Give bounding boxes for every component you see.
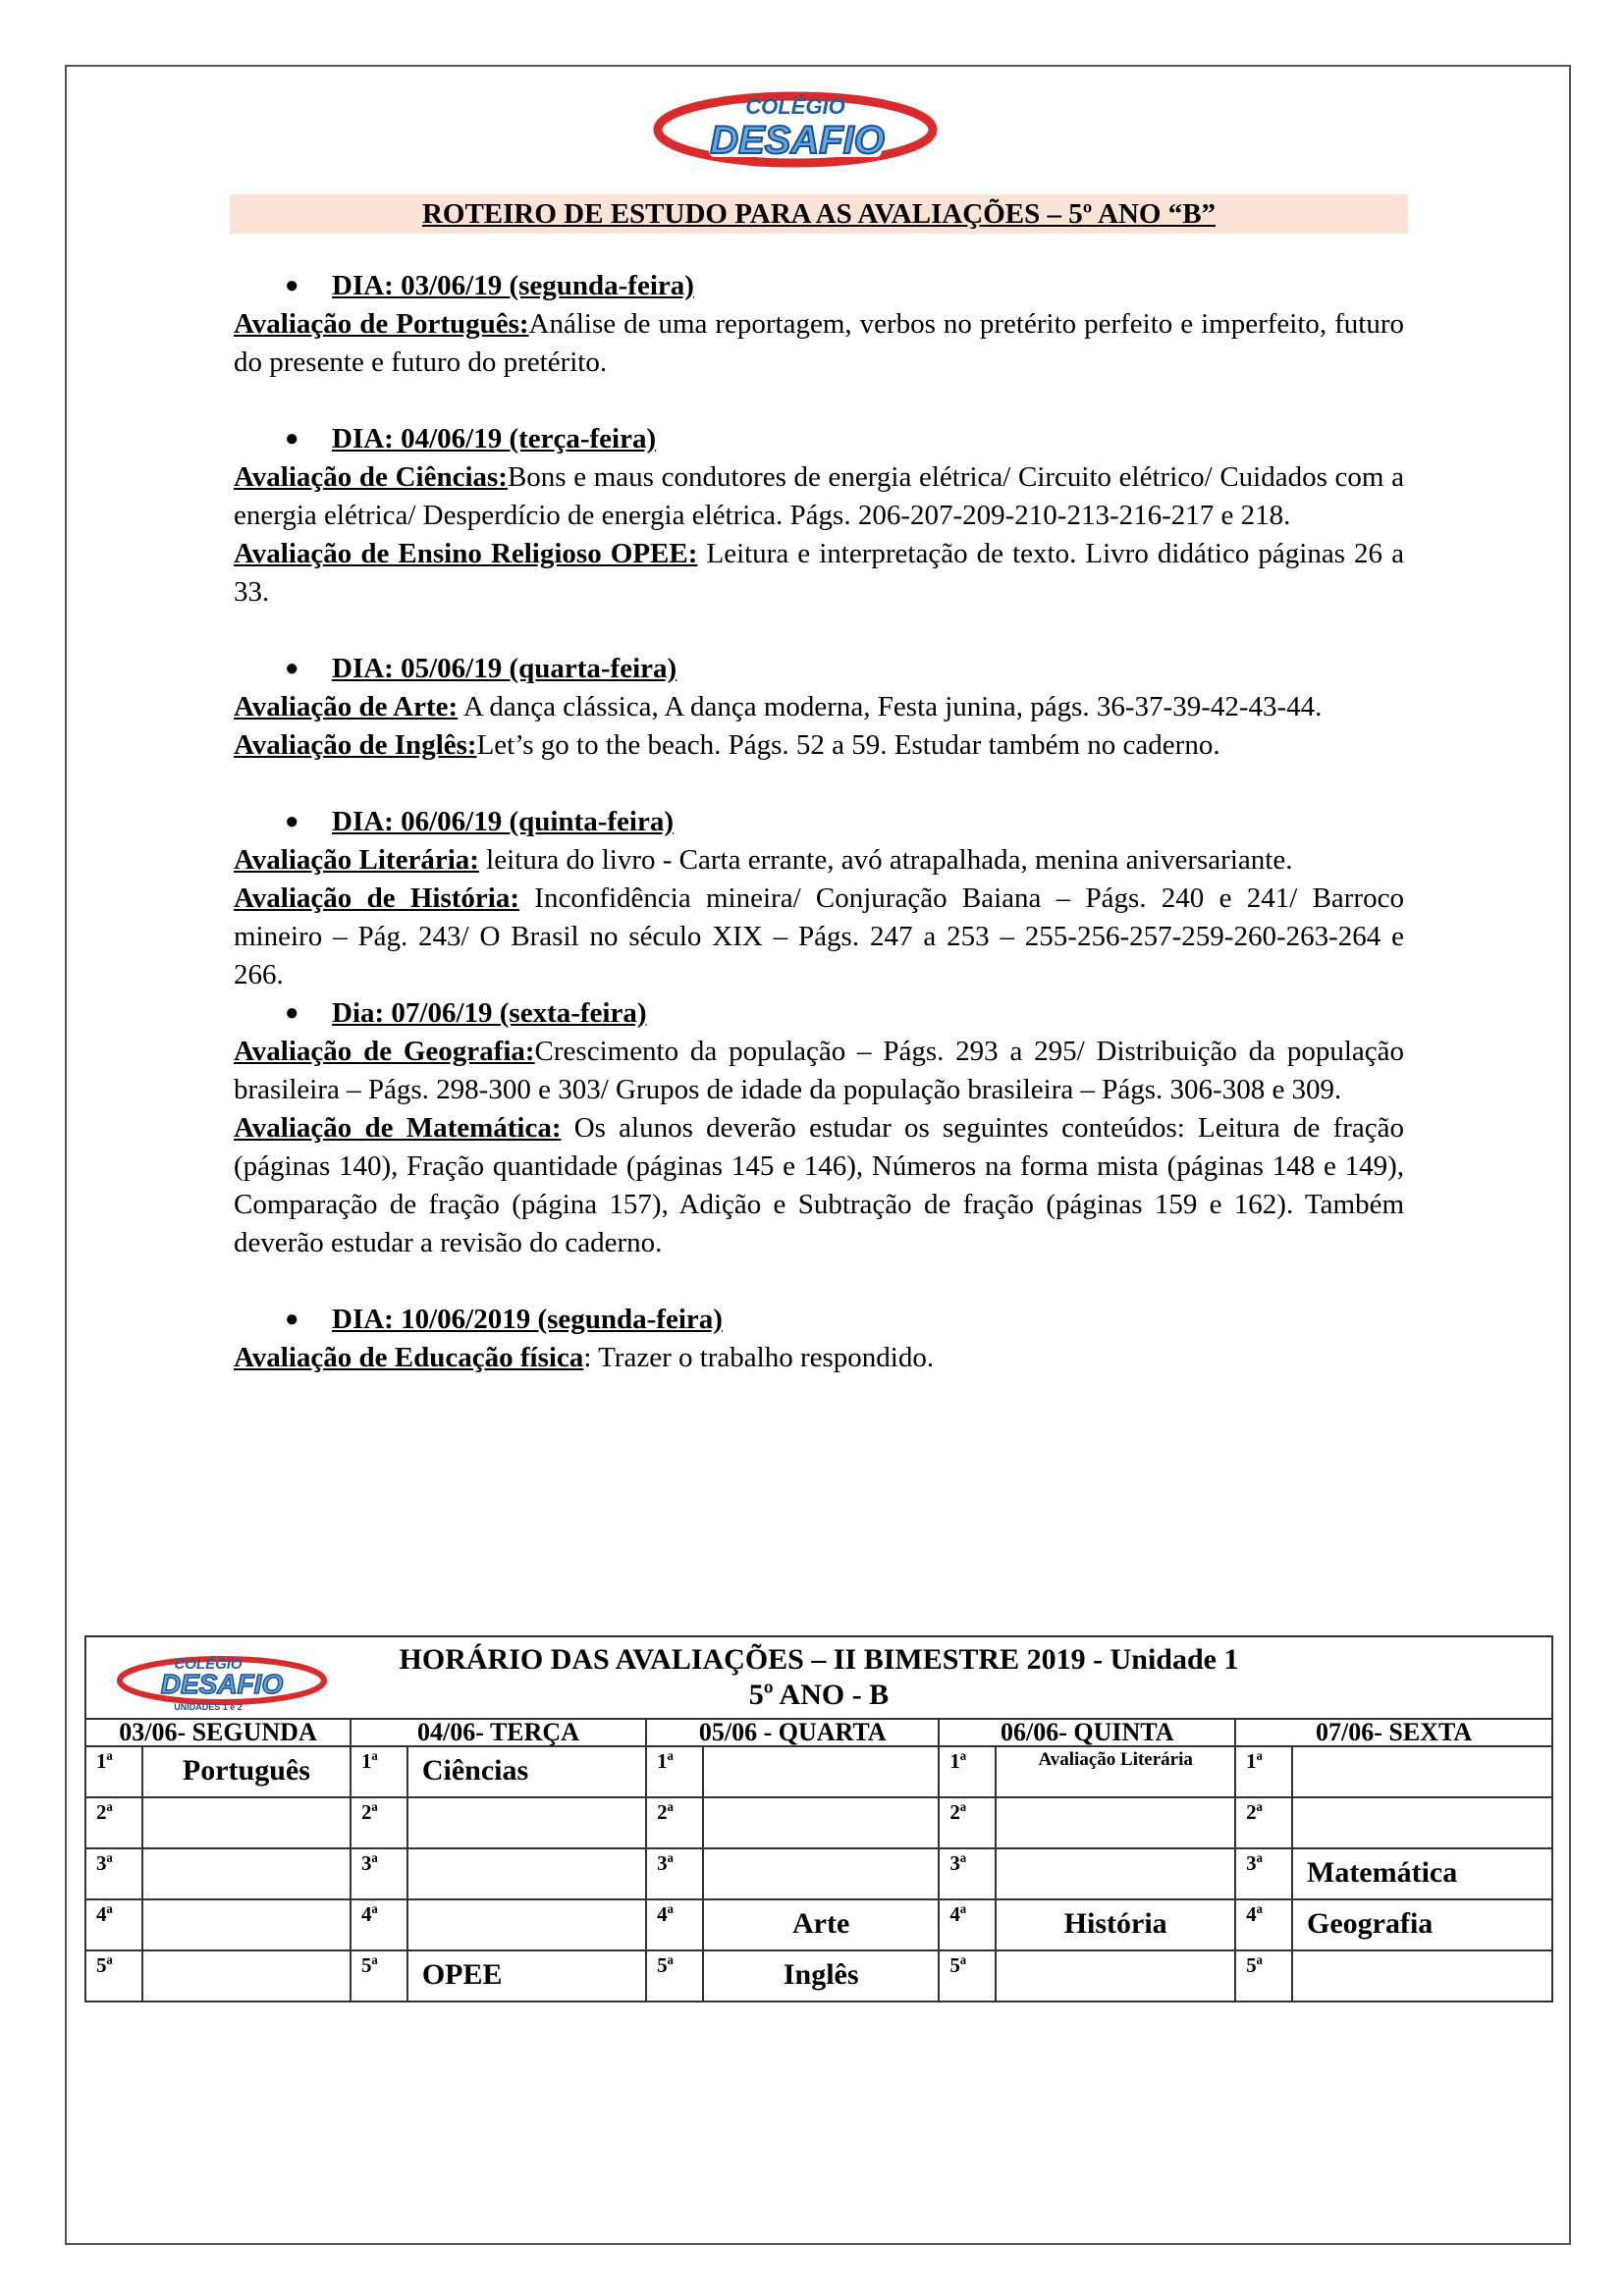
schedule-cell — [142, 1797, 351, 1848]
school-logo — [650, 80, 941, 171]
subject-entry: Avaliação de Português:Análise de uma reportagem, verbos no pretérito perfeito e imperfeito, futuro do presente e futuro do pretérito. — [234, 308, 1404, 378]
slot-label: 1ª — [85, 1746, 142, 1797]
slot-label: 5ª — [1235, 1950, 1292, 2002]
day-block — [234, 803, 1404, 994]
schedule-cell — [142, 1848, 351, 1899]
subject-entry: Avaliação de Matemática: Os alunos deverão estudar os seguintes conteúdos: Leitura de fração (páginas 140), Fração quantidade (páginas 145 e 146), Números na forma mista (páginas 148 e 149), Comparação de fração (página 157), Adição e Subtração de fração (páginas 159 e 162). Também deverão estudar a revisão do caderno. — [234, 1112, 1404, 1258]
table-row — [85, 1797, 1552, 1848]
slot-label: 4ª — [1235, 1899, 1292, 1950]
bullet-icon: ● — [285, 426, 299, 452]
subject-entry: Avaliação de História: Inconfidência mineira/ Conjuração Baiana – Págs. 240 e 241/ Barroco mineiro – Pág. 243/ O Brasil no século XIX – Págs. 247 a 253 – 255-256-257-259-260-263-264 e 266. — [234, 882, 1404, 990]
schedule-cell — [142, 1950, 351, 2002]
slot-label: 1ª — [939, 1746, 996, 1797]
bullet-icon: ● — [285, 656, 299, 681]
slot-label: 5ª — [939, 1950, 996, 2002]
schedule-cell: História — [996, 1899, 1235, 1950]
slot-label: 4ª — [646, 1899, 703, 1950]
slot-label: 5ª — [646, 1950, 703, 2002]
schedule-title: HORÁRIO DAS AVALIAÇÕES – II BIMESTRE 2019 - Unidade 1 — [399, 1643, 1239, 1676]
schedule-cell — [703, 1746, 939, 1797]
slot-label: 3ª — [939, 1848, 996, 1899]
schedule-cell — [407, 1848, 646, 1899]
slot-label: 2ª — [1235, 1797, 1292, 1848]
schedule-cell — [1292, 1746, 1552, 1797]
day-block — [234, 267, 1404, 382]
bullet-icon: ● — [285, 1000, 299, 1026]
schedule-cell — [142, 1899, 351, 1950]
slot-label: 4ª — [939, 1899, 996, 1950]
bullet-icon: ● — [285, 273, 299, 298]
subject-entry: Avaliação de Ensino Religioso OPEE: Leitura e interpretação de texto. Livro didático páginas 26 a 33. — [234, 538, 1404, 608]
schedule-header — [85, 1636, 1552, 1719]
schedule-cell — [407, 1797, 646, 1848]
page-title: ROTEIRO DE ESTUDO PARA AS AVALIAÇÕES – 5º ANO “B” — [230, 194, 1408, 234]
schedule-cell: Arte — [703, 1899, 939, 1950]
table-row — [85, 1899, 1552, 1950]
schedule-subtitle: 5º ANO - B — [748, 1679, 890, 1711]
day-block — [234, 1301, 1404, 1377]
slot-label: 2ª — [85, 1797, 142, 1848]
slot-label: 4ª — [351, 1899, 407, 1950]
day-heading: ● DIA: 06/06/19 (quinta-feira) — [234, 803, 1404, 841]
slot-label: 1ª — [351, 1746, 407, 1797]
table-row — [85, 1848, 1552, 1899]
slot-label: 1ª — [646, 1746, 703, 1797]
schedule-cell: Matemática — [1292, 1848, 1552, 1899]
subject-entry: Avaliação de Ciências:Bons e maus condutores de energia elétrica/ Circuito elétrico/ Cuidados com a energia elétrica/ Desperdício de energia elétrica. Págs. 206-207-209-210-213-216-217 e 218. — [234, 461, 1404, 531]
slot-label: 2ª — [351, 1797, 407, 1848]
schedule-cell — [1292, 1797, 1552, 1848]
schedule-cell — [703, 1797, 939, 1848]
schedule-cell: Avaliação Literária — [996, 1746, 1235, 1797]
day-heading: ● DIA: 05/06/19 (quarta-feira) — [234, 650, 1404, 688]
subject-entry: Avaliação de Inglês:Let’s go to the beach. Págs. 52 a 59. Estudar também no caderno. — [234, 729, 1220, 761]
study-guide — [234, 267, 1404, 1377]
slot-label: 5ª — [351, 1950, 407, 2002]
schedule-cell — [996, 1797, 1235, 1848]
subject-entry: Avaliação de Geografia:Crescimento da população – Págs. 293 a 295/ Distribuição da população brasileira – Págs. 298-300 e 303/ Grupos de idade da população brasileira – Págs. 306-308 e 309. — [234, 1036, 1404, 1105]
schedule-cell — [1292, 1950, 1552, 2002]
slot-label: 3ª — [351, 1848, 407, 1899]
schedule-cell: Português — [142, 1746, 351, 1797]
slot-label: 3ª — [646, 1848, 703, 1899]
svg-text:DESAFIO: DESAFIO — [710, 119, 885, 162]
bullet-icon: ● — [285, 1307, 299, 1332]
day-column-header: 06/06- QUINTA — [939, 1719, 1235, 1746]
schedule-cell: OPEE — [407, 1950, 646, 2002]
slot-label: 5ª — [85, 1950, 142, 2002]
subject-entry: Avaliação de Arte: A dança clássica, A dança moderna, Festa junina, págs. 36-37-39-42-43-44. — [234, 691, 1323, 722]
schedule-cell — [996, 1950, 1235, 2002]
day-heading: ● Dia: 07/06/19 (sexta-feira) — [234, 994, 1404, 1033]
svg-text:COLÉGIO: COLÉGIO — [745, 94, 845, 119]
table-row — [85, 1746, 1552, 1797]
slot-label: 2ª — [646, 1797, 703, 1848]
svg-text:COLÉGIO: COLÉGIO — [174, 1656, 243, 1673]
subject-entry: Avaliação Literária: leitura do livro - Carta errante, avó atrapalhada, menina aniversariante. — [234, 844, 1293, 876]
day-column-header: 05/06 - QUARTA — [646, 1719, 939, 1746]
svg-text:DESAFIO: DESAFIO — [160, 1669, 284, 1699]
day-column-header: 03/06- SEGUNDA — [85, 1719, 351, 1746]
day-column-header: 07/06- SEXTA — [1235, 1719, 1552, 1746]
day-heading: ● DIA: 04/06/19 (terça-feira) — [234, 420, 1404, 458]
slot-label: 2ª — [939, 1797, 996, 1848]
slot-label: 3ª — [85, 1848, 142, 1899]
day-header-row — [85, 1719, 1552, 1746]
table-row — [85, 1950, 1552, 2002]
day-column-header: 04/06- TERÇA — [351, 1719, 646, 1746]
slot-label: 3ª — [1235, 1848, 1292, 1899]
exam-schedule-table — [84, 1635, 1553, 2002]
bullet-icon: ● — [285, 809, 299, 834]
schedule-cell: Geografia — [1292, 1899, 1552, 1950]
schedule-cell — [703, 1848, 939, 1899]
subject-entry: Avaliação de Educação física: Trazer o trabalho respondido. — [234, 1342, 935, 1373]
schedule-cell: Inglês — [703, 1950, 939, 2002]
day-block — [234, 420, 1404, 612]
slot-label: 4ª — [85, 1899, 142, 1950]
day-block — [234, 650, 1404, 765]
schedule-cell — [407, 1899, 646, 1950]
day-heading: ● DIA: 03/06/19 (segunda-feira) — [234, 267, 1404, 305]
svg-text:UNIDADES 1 e 2: UNIDADES 1 e 2 — [174, 1702, 243, 1712]
slot-label: 1ª — [1235, 1746, 1292, 1797]
day-block — [234, 994, 1404, 1262]
schedule-cell: Ciências — [407, 1746, 646, 1797]
schedule-cell — [996, 1848, 1235, 1899]
day-heading: ● DIA: 10/06/2019 (segunda-feira) — [234, 1301, 1404, 1339]
